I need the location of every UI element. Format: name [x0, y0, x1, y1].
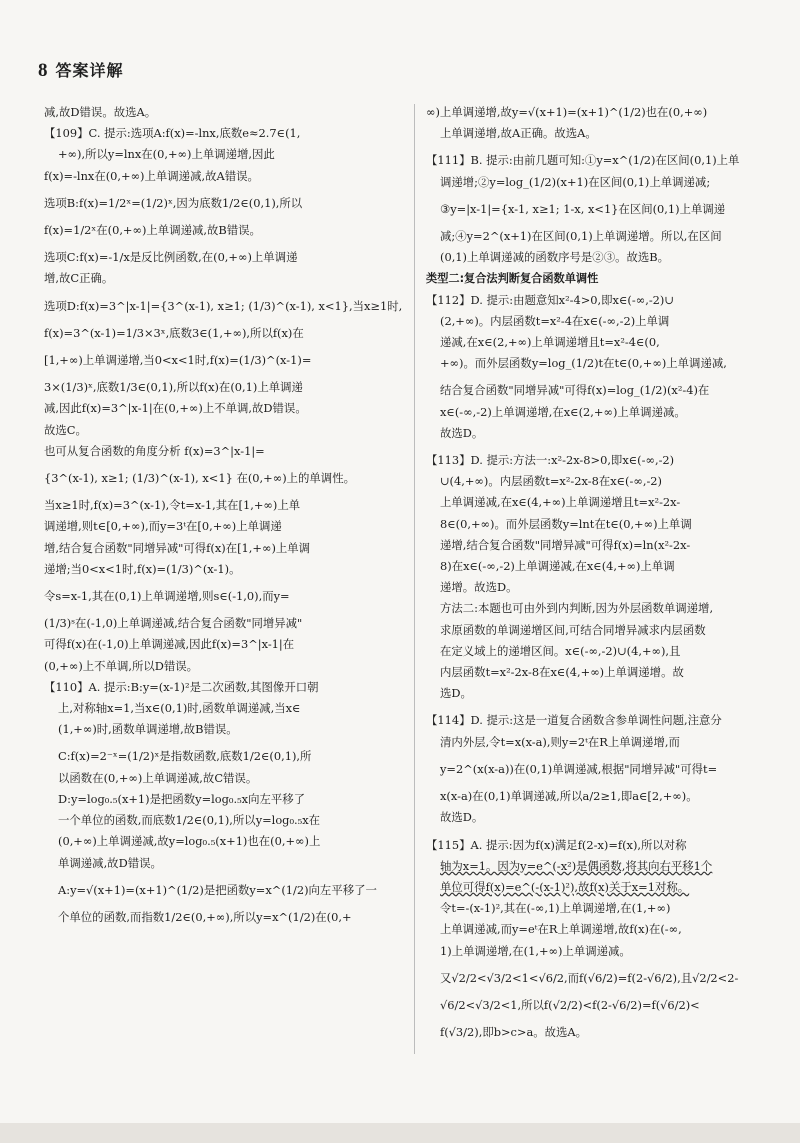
text-line: 递增。故选D。	[440, 580, 518, 595]
text-line: √6/2<√3/2<1,所以f(√2/2)<f(2-√6/2)=f(√6/2)<	[440, 997, 700, 1012]
text-line: 令s=x-1,其在(0,1)上单调递增,则s∈(-1,0),而y=	[44, 589, 290, 604]
text-line: 递增,结合复合函数"同增异减"可得f(x)=ln(x²-2x-	[440, 537, 691, 552]
text-line: 上,对称轴x=1,当x∈(0,1)时,函数单调递减,当x∈	[58, 701, 301, 716]
text-line: 【112】D. 提示:由题意知x²-4>0,即x∈(-∞,-2)∪	[426, 292, 674, 307]
text-line: 【115】A. 提示:因为f(x)满足f(2-x)=f(x),所以对称	[426, 837, 687, 852]
column-divider	[414, 104, 415, 1054]
text-line: (0,1)上单调递减的函数序号是②③。故选B。	[440, 250, 670, 265]
text-line: 上单调递增,故A正确。故选A。	[440, 126, 597, 141]
text-line: 递增;当0<x<1时,f(x)=(1/3)^(x-1)。	[44, 561, 241, 576]
text-line: 当x≥1时,f(x)=3^(x-1),令t=x-1,其在[1,+∞)上单	[44, 498, 301, 513]
text-line: 3×(1/3)ˣ,底数1/3∈(0,1),所以f(x)在(0,1)上单调递	[44, 380, 303, 395]
text-line: 减,因此f(x)=3^|x-1|在(0,+∞)上不单调,故D错误。	[44, 401, 307, 416]
text-line: f(x)=1/2ˣ在(0,+∞)上单调递减,故B错误。	[44, 223, 261, 238]
text-line: {3^(x-1), x≥1; (1/3)^(x-1), x<1} 在(0,+∞)上的单调性。	[44, 471, 355, 486]
text-line: 调递增;②y=log_(1/2)(x+1)在区间(0,1)上单调递减;	[440, 174, 711, 189]
text-line: ③y=|x-1|={x-1, x≥1; 1-x, x<1}在区间(0,1)上单调递	[440, 201, 726, 216]
text-line: 选D。	[440, 686, 472, 701]
left-column	[44, 102, 406, 928]
text-line: f(x)=-lnx在(0,+∞)上单调递减,故A错误。	[44, 168, 259, 183]
text-line: +∞),所以y=lnx在(0,+∞)上单调递增,因此	[58, 147, 275, 162]
text-line: 上单调递减,在x∈(4,+∞)上单调递增且t=x²-2x-	[440, 495, 681, 510]
text-line: 8∈(0,+∞)。而外层函数y=lnt在t∈(0,+∞)上单调	[440, 516, 692, 531]
text-line: x(x-a)在(0,1)单调递减,所以a/2≥1,即a∈[2,+∞)。	[440, 789, 698, 804]
text-line: 令t=-(x-1)²,其在(-∞,1)上单调递增,在(1,+∞)	[440, 901, 671, 916]
right-column	[426, 102, 770, 1043]
text-line: 【113】D. 提示:方法一:x²-2x-8>0,即x∈(-∞,-2)	[426, 453, 675, 468]
text-line: 【114】D. 提示:这是一道复合函数含参单调性问题,注意分	[426, 713, 722, 728]
page-number: 8	[38, 60, 48, 81]
text-line: 1)上单调递增,在(1,+∞)上单调递减。	[440, 943, 631, 958]
section-heading: 类型二:复合法判断复合函数单调性	[426, 272, 599, 286]
text-line: 一个单位的函数,而底数1/2∈(0,1),所以y=log₀.₅x在	[58, 813, 321, 828]
text-line: 调递增,则t∈[0,+∞),而y=3ᵗ在[0,+∞)上单调递	[44, 519, 282, 534]
text-line: +∞)。而外层函数y=log_(1/2)t在t∈(0,+∞)上单调递减,	[440, 356, 727, 371]
text-line: [1,+∞)上单调递增,当0<x<1时,f(x)=(1/3)^(x-1)=	[44, 353, 312, 368]
text-line: 个单位的函数,而指数1/2∈(0,+∞),所以y=x^(1/2)在(0,+	[58, 909, 352, 924]
text-line: 增,故C正确。	[44, 271, 114, 286]
text-line: 可得f(x)在(-1,0)上单调递减,因此f(x)=3^|x-1|在	[44, 637, 295, 652]
text-line: 减;④y=2^(x+1)在区间(0,1)上单调递增。所以,在区间	[440, 229, 722, 244]
text-line: A:y=√(x+1)=(x+1)^(1/2)是把函数y=x^(1/2)向左平移了一	[58, 882, 377, 897]
text-line: 增,结合复合函数"同增异减"可得f(x)在[1,+∞)上单调	[44, 540, 311, 555]
text-line: 清内外层,令t=x(x-a),则y=2ᵗ在R上单调递增,而	[440, 734, 680, 749]
text-line: 8)在x∈(-∞,-2)上单调递减,在x∈(4,+∞)上单调	[440, 559, 675, 574]
page-header	[38, 58, 124, 82]
text-line: 单调递减,故D错误。	[58, 855, 162, 870]
text-line: 【110】A. 提示:B:y=(x-1)²是二次函数,其图像开口朝	[44, 679, 319, 694]
text-line: 上单调递减,而y=eᵗ在R上单调递增,故f(x)在(-∞,	[440, 922, 682, 937]
text-line: ∪(4,+∞)。内层函数t=x²-2x-8在x∈(-∞,-2)	[440, 474, 663, 489]
text-line: 递减,在x∈(2,+∞)上单调递增且t=x²-4∈(0,	[440, 335, 660, 350]
text-line: x∈(-∞,-2)上单调递增,在x∈(2,+∞)上单调递减。	[440, 404, 686, 419]
text-line: y=2^(x(x-a))在(0,1)单调递减,根据"同增异减"可得t=	[440, 761, 718, 776]
text-line: 【111】B. 提示:由前几题可知:①y=x^(1/2)在区间(0,1)上单	[426, 153, 740, 168]
text-line: 又√2/2<√3/2<1<√6/2,而f(√6/2)=f(2-√6/2),且√2/2<2-	[440, 970, 739, 985]
text-line: f(√3/2),即b>c>a。故选A。	[440, 1025, 588, 1040]
text-line: 结合复合函数"同增异减"可得f(x)=log_(1/2)(x²-4)在	[440, 383, 710, 398]
text-line: (0,+∞)上不单调,所以D错误。	[44, 658, 199, 673]
text-line: C:f(x)=2⁻ˣ=(1/2)ˣ是指数函数,底数1/2∈(0,1),所	[58, 749, 312, 764]
text-line: (2,+∞)。内层函数t=x²-4在x∈(-∞,-2)上单调	[440, 313, 670, 328]
text-line-underlined: 轴为x=1。因为y=e^(-x²)是偶函数,将其向右平移1个	[440, 858, 713, 873]
text-line-underlined: 单位可得f(x)=e^(-(x-1)²),故f(x)关于x=1对称。	[440, 879, 690, 894]
text-line: 选项C:f(x)=-1/x是反比例函数,在(0,+∞)上单调递	[44, 250, 298, 265]
text-line: ∞)上单调递增,故y=√(x+1)=(x+1)^(1/2)也在(0,+∞)	[426, 105, 708, 119]
text-line: 内层函数t=x²-2x-8在x∈(4,+∞)上单调递增。故	[440, 665, 684, 680]
text-line: 故选D。	[440, 810, 484, 825]
text-line: f(x)=3^(x-1)=1/3×3ˣ,底数3∈(1,+∞),所以f(x)在	[44, 325, 304, 340]
text-line: 方法二:本题也可由外到内判断,因为外层函数单调递增,	[440, 601, 714, 616]
text-line: 以函数在(0,+∞)上单调递减,故C错误。	[58, 770, 258, 785]
text-line: 故选C。	[44, 422, 87, 437]
page-bottom-edge	[0, 1123, 800, 1143]
text-line: 在定义域上的递增区间。x∈(-∞,-2)∪(4,+∞),且	[440, 643, 681, 658]
text-line: 减,故D错误。故选A。	[44, 105, 157, 119]
text-line: (1/3)ˢ在(-1,0)上单调递减,结合复合函数"同增异减"	[44, 616, 303, 631]
text-line: (1,+∞)时,函数单调递增,故B错误。	[58, 722, 238, 737]
page-title: 答案详解	[55, 61, 124, 80]
text-line: 故选D。	[440, 425, 484, 440]
text-line: 求原函数的单调递增区间,可结合同增异减求内层函数	[440, 622, 706, 637]
text-line: D:y=log₀.₅(x+1)是把函数y=log₀.₅x向左平移了	[58, 791, 306, 806]
text-line: (0,+∞)上单调递减,故y=log₀.₅(x+1)也在(0,+∞)上	[58, 834, 321, 849]
text-line: 【109】C. 提示:选项A:f(x)=-lnx,底数e≈2.7∈(1,	[44, 126, 301, 141]
text-line: 选项B:f(x)=1/2ˣ=(1/2)ˣ,因为底数1/2∈(0,1),所以	[44, 195, 303, 210]
text-line: 选项D:f(x)=3^|x-1|={3^(x-1), x≥1; (1/3)^(x-1), x<1},当x≥1时,	[44, 298, 403, 313]
text-line: 也可从复合函数的角度分析 f(x)=3^|x-1|=	[44, 443, 265, 458]
